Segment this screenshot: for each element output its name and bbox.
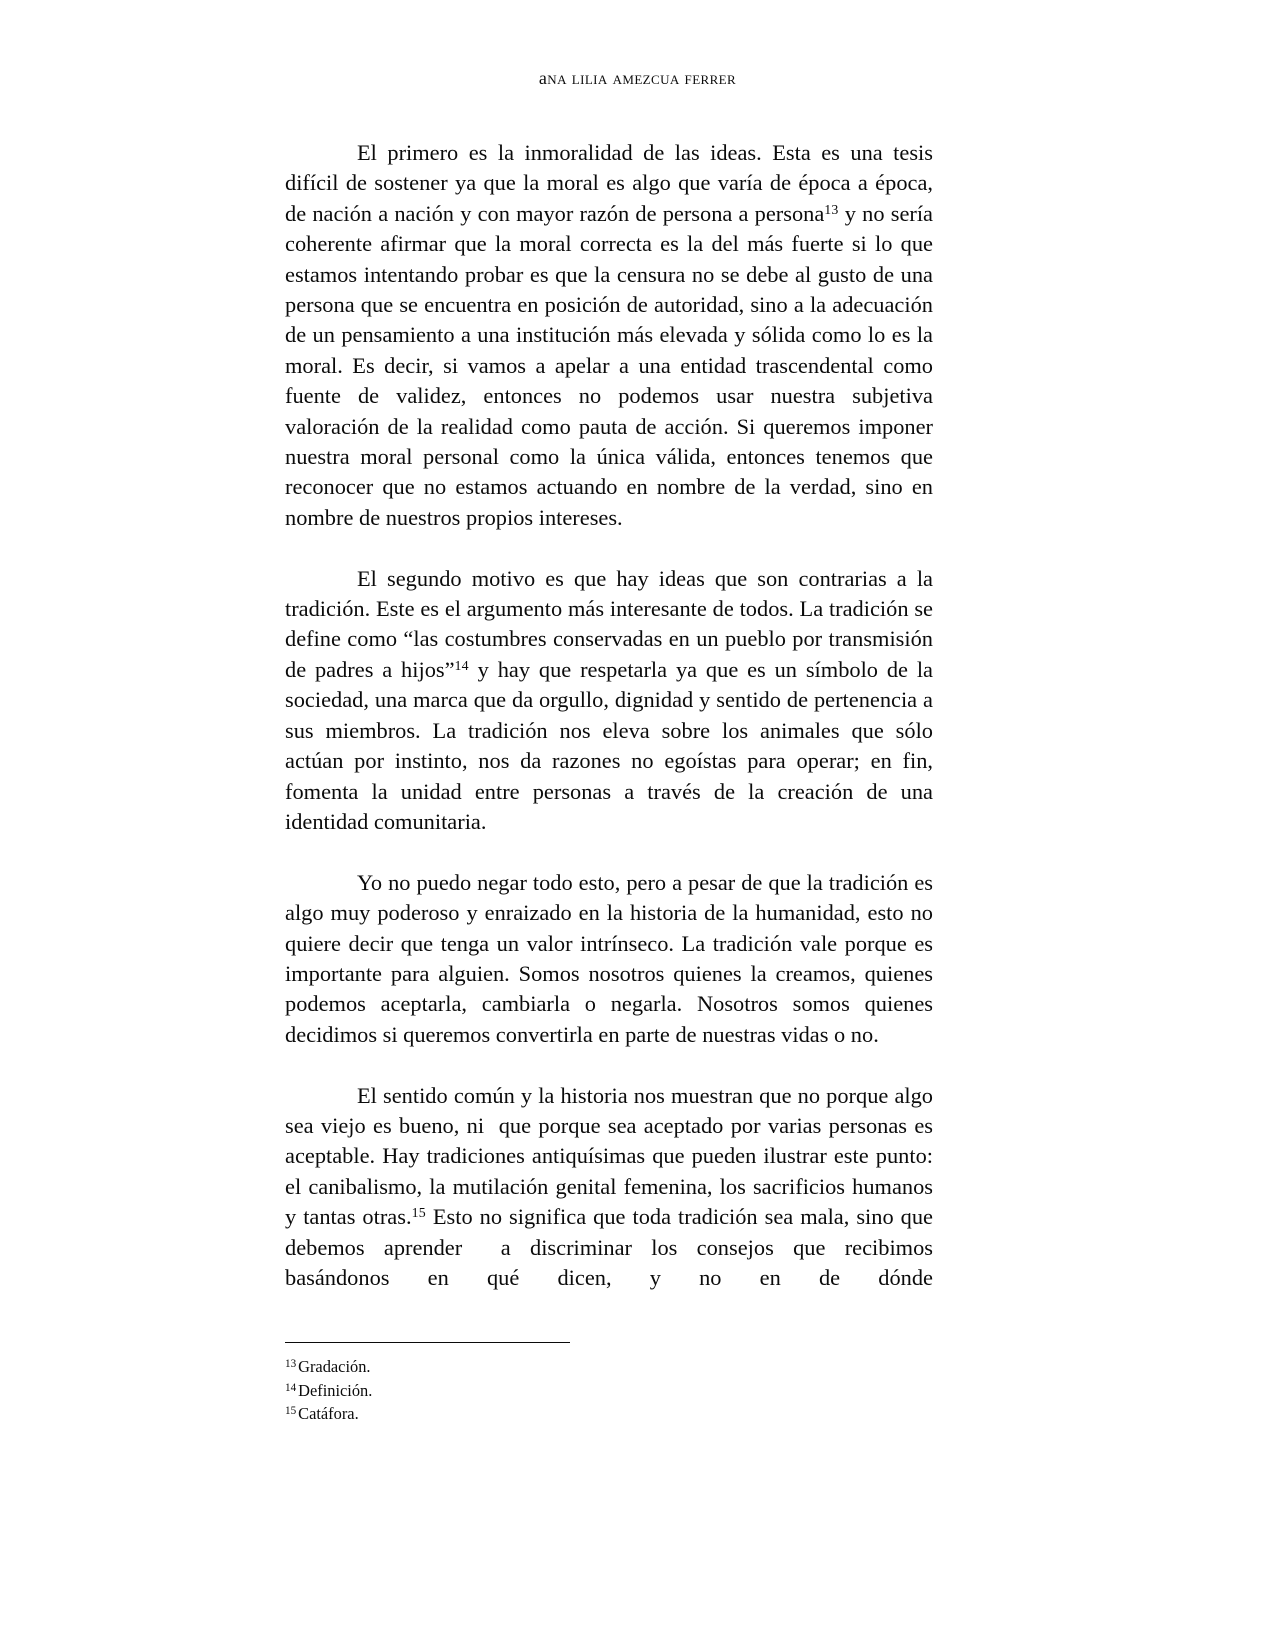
paragraph-text-part: El primero es la inmoralidad de las ideas. Esta es una tesis difícil de sostener ya que la moral es algo que varía de época a época, de nación a nación y con mayor razón de persona a persona — [285, 140, 939, 226]
paragraph-text-part: El segundo motivo es que hay ideas que son contrarias a la tradición. Este es el argumento más interesante de todos. La tradición se define como “las costumbres conservadas en un pueblo por transmisión de padres a hijos” — [285, 565, 939, 682]
paragraph-tradicion — [285, 564, 939, 838]
footnote-marker: 14 — [285, 1381, 297, 1394]
paragraph-text-part: y hay que respetarla ya que es un símbolo de la sociedad, una marca que da orgullo, dignidad y sentido de pertenencia a sus miembros. La tradición nos eleva sobre los animales que sólo actúan por instinto, nos da razones no egoístas para operar; en fin, fomenta la unidad entre personas a través de la creación de una identidad comunitaria. — [285, 656, 939, 834]
footnote-item — [285, 1379, 933, 1403]
paragraph-valor-intrinseco — [285, 868, 939, 1050]
paragraph-text-part: El sentido común y la historia nos muestran que no porque algo sea viejo es bueno, ni que porque sea aceptado por varias personas es aceptable. Hay tradiciones antiquísimas que pueden ilustrar este punto: el canibalismo, la mutilación genital femenina, los sacrificios humanos y tantas otras. — [285, 1082, 939, 1230]
footnote-text: Gradación. — [298, 1357, 371, 1376]
body-text-column — [285, 138, 939, 1293]
footnote-marker: 13 — [285, 1357, 297, 1370]
footnote-text: Catáfora. — [298, 1404, 359, 1424]
footnote-ref-13[interactable]: 13 — [824, 202, 839, 218]
paragraph-inmoralidad — [285, 138, 939, 533]
footnote-separator-rule — [285, 1342, 570, 1343]
footnote-list — [285, 1355, 933, 1426]
footnote-text: Definición. — [298, 1380, 373, 1400]
footnote-ref-15[interactable]: 15 — [411, 1206, 426, 1222]
footnote-ref-14[interactable]: 14 — [454, 658, 469, 674]
paragraph-text-part: Esto no significa que toda tradición sea mala, sino que debemos aprender a discriminar los consejos que recibimos basándonos en qué dicen, y no en de dónde — [285, 1204, 939, 1290]
footnote-item — [285, 1402, 933, 1426]
footnote-area — [285, 1342, 933, 1426]
footnote-item — [285, 1355, 933, 1379]
paragraph-text-part: Yo no puedo negar todo esto, pero a pesar de que la tradición es algo muy poderoso y enraizado en la historia de la humanidad, esto no quiere decir que tenga un valor intrínseco. La tradición vale porque es importante para alguien. Somos nosotros quienes la creamos, quienes podemos aceptarla, cambiarla o negarla. Nosotros somos quienes decidimos si queremos convertirla en parte de nuestras vidas o no. — [285, 869, 939, 1047]
paragraph-text-part: y no sería coherente afirmar que la moral correcta es la del más fuerte si lo que estamos intentando probar es que la censura no se debe al gusto de una persona que se encuentra en posición de autoridad, sino a la adecuación de un pensamiento a una institución más elevada y sólida como lo es la moral. Es decir, si vamos a apelar a una entidad trascendental como fuente de validez, entonces no podemos usar nuestra subjetiva valoración de la realidad como pauta de acción. Si queremos imponer nuestra moral personal como la única válida, entonces tenemos que reconocer que no estamos actuando en nombre de la verdad, sino en nombre de nuestros propios intereses. — [285, 200, 939, 530]
footnote-marker: 15 — [285, 1405, 297, 1418]
paragraph-sentido-comun — [285, 1081, 939, 1294]
running-header: ana lilia amezcua ferrer — [538, 68, 737, 88]
